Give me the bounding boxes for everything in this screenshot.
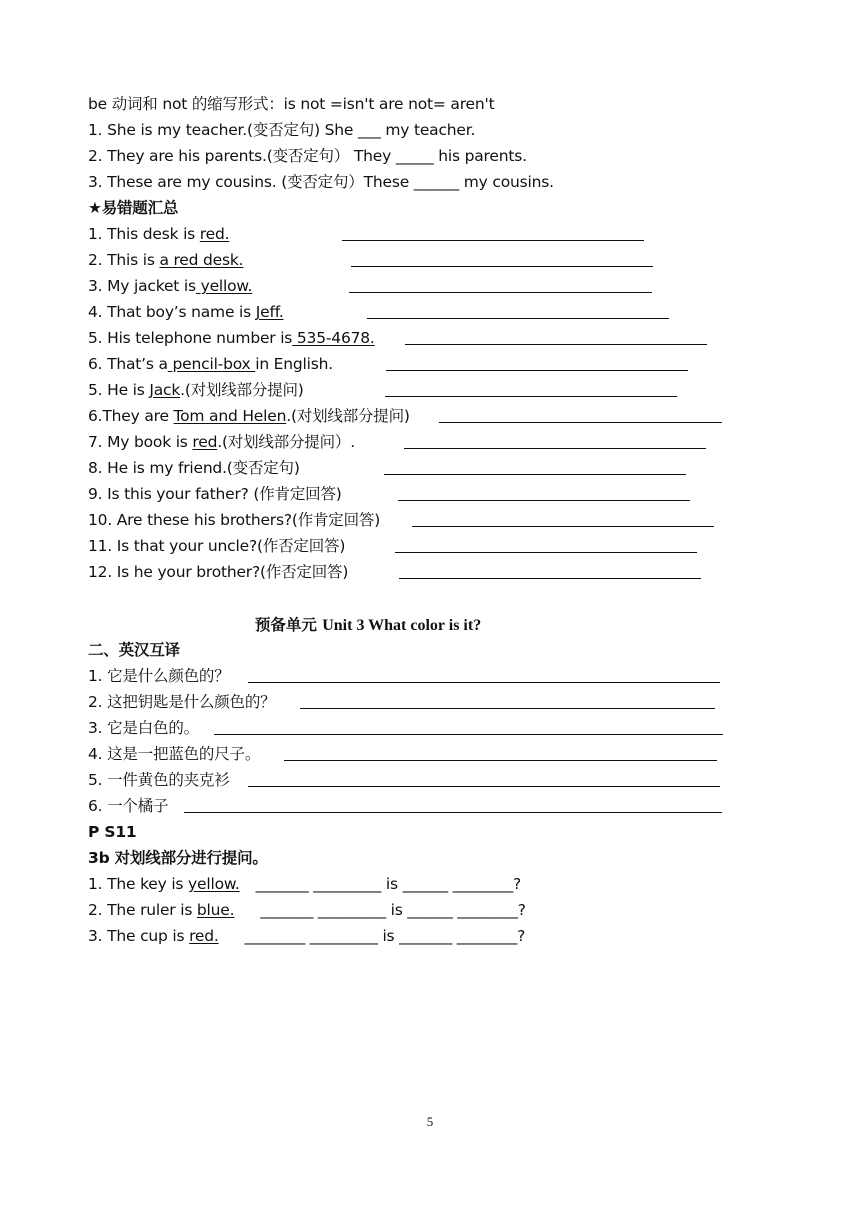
answer-blank[interactable] <box>367 318 669 319</box>
mistake-item-6: 6. That’s a pencil-box in English. <box>88 355 333 373</box>
mistake-item-12: 10. Are these his brothers?(作肯定回答) <box>88 511 381 529</box>
mistakes-heading: ★易错题汇总 <box>88 199 179 217</box>
mistake-item-13: 11. Is that your uncle?(作否定回答) <box>88 537 346 555</box>
answer-blank[interactable] <box>405 344 707 345</box>
answer-blank[interactable] <box>385 396 677 397</box>
mistake-item-8: 6.They are Tom and Helen.(对划线部分提问) <box>88 407 410 425</box>
translate-item-2: 2. 这把钥匙是什么颜色的？ <box>88 693 276 711</box>
contraction-note: be 动词和 not 的缩写形式：is not =isn't are not= aren't <box>88 95 495 113</box>
mistake-item-2: 2. This is a red desk. <box>88 251 244 269</box>
translate-item-3: 3. 它是白色的。 <box>88 719 199 737</box>
answer-blank[interactable] <box>412 526 714 527</box>
translate-item-1: 1. 它是什么颜色的？ <box>88 667 230 685</box>
translate-item-4: 4. 这是一把蓝色的尺子。 <box>88 745 261 763</box>
neg-item-1: 1. She is my teacher.(变否定句) She ___ my teacher. <box>88 121 476 139</box>
answer-blank[interactable] <box>404 448 706 449</box>
mistake-item-11: 9. Is this your father? (作肯定回答) <box>88 485 342 503</box>
unit-title: 预备单元 Unit 3 What color is it? <box>254 616 482 634</box>
mistake-item-4: 4. That boy’s name is Jeff. <box>88 303 284 321</box>
answer-blank[interactable] <box>248 682 720 683</box>
answer-blank[interactable] <box>300 708 715 709</box>
q3b-item-1: 1. The key is yellow. _______ _________ is ______ ________? <box>88 875 522 893</box>
translate-item-5: 5. 一件黄色的夹克衫 <box>88 771 230 789</box>
answer-blank[interactable] <box>214 734 723 735</box>
answer-blank[interactable] <box>248 786 720 787</box>
q3b-heading: 3b 对划线部分进行提问。 <box>88 849 268 867</box>
answer-blank[interactable] <box>342 240 644 241</box>
ps-heading: P S11 <box>88 823 137 841</box>
neg-item-2: 2. They are his parents.(变否定句） They _____ his parents. <box>88 147 527 165</box>
answer-blank[interactable] <box>351 266 653 267</box>
answer-blank[interactable] <box>395 552 697 553</box>
translate-item-6: 6. 一个橘子 <box>88 797 169 815</box>
mistake-item-10: 8. He is my friend.(变否定句) <box>88 459 300 477</box>
q3b-item-2: 2. The ruler is blue. _______ _________ is ______ ________? <box>88 901 526 919</box>
answer-blank[interactable] <box>439 422 722 423</box>
mistake-item-9: 7. My book is red.(对划线部分提问）. <box>88 433 355 451</box>
page-number: 5 <box>426 1114 434 1129</box>
answer-blank[interactable] <box>398 500 690 501</box>
answer-blank[interactable] <box>399 578 701 579</box>
mistake-item-1: 1. This desk is red. <box>88 225 230 243</box>
mistake-item-14: 12. Is he your brother?(作否定回答) <box>88 563 349 581</box>
neg-item-3: 3. These are my cousins. (变否定句）These ______ my cousins. <box>88 173 554 191</box>
mistake-item-5: 5. His telephone number is 535-4678. <box>88 329 375 347</box>
answer-blank[interactable] <box>384 474 686 475</box>
answer-blank[interactable] <box>349 292 652 293</box>
answer-blank[interactable] <box>284 760 717 761</box>
translate-heading: 二、英汉互译 <box>88 641 180 659</box>
q3b-item-3: 3. The cup is red. ________ _________ is _______ ________? <box>88 927 526 945</box>
answer-blank[interactable] <box>184 812 722 813</box>
answer-blank[interactable] <box>386 370 688 371</box>
mistake-item-7: 5. He is Jack.(对划线部分提问) <box>88 381 304 399</box>
mistake-item-3: 3. My jacket is yellow. <box>88 277 253 295</box>
